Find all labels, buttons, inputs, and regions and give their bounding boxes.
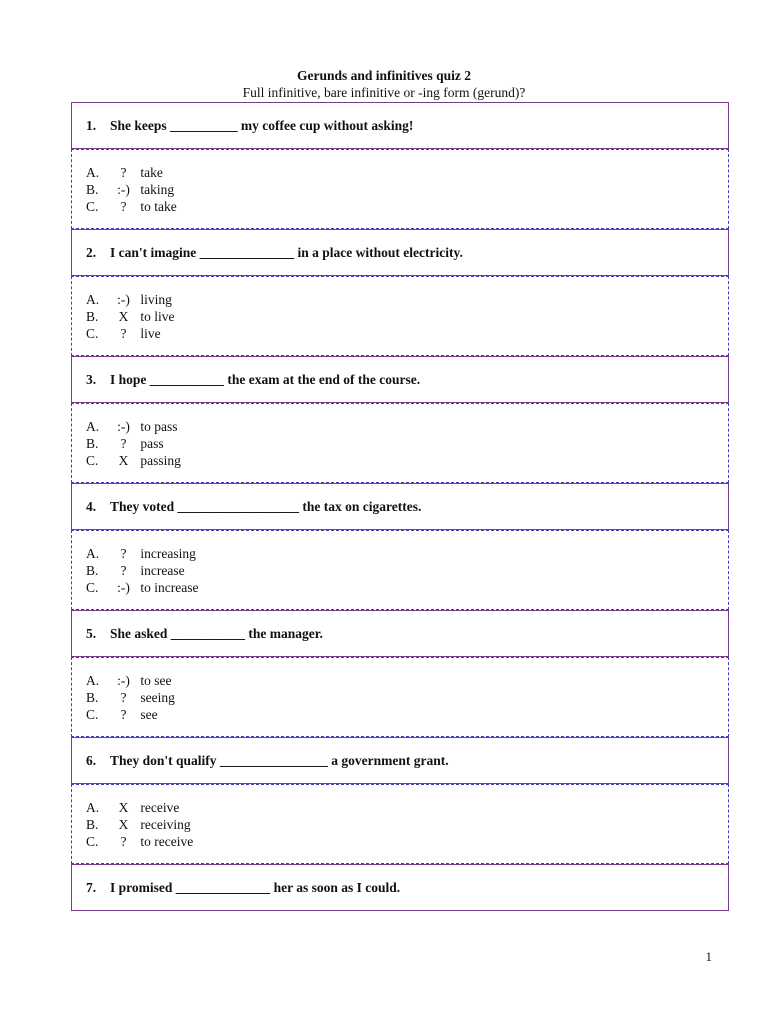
option-letter: B. xyxy=(86,436,99,451)
option-letter: A. xyxy=(86,165,100,180)
question-number: 5. xyxy=(86,625,97,641)
answer-option[interactable] xyxy=(86,198,728,215)
option-text: passing xyxy=(140,453,181,468)
quiz-title: Gerunds and infinitives quiz 2 xyxy=(296,68,472,83)
question-5 xyxy=(71,610,729,657)
option-letter: C. xyxy=(86,453,99,468)
question-text: They voted __________________ the tax on cigarettes. xyxy=(110,498,422,514)
option-letter: B. xyxy=(86,563,99,578)
option-mark: :-) xyxy=(117,580,130,595)
quiz-header xyxy=(0,67,768,101)
option-text: to see xyxy=(140,673,172,688)
option-mark: :-) xyxy=(117,182,130,197)
option-text: seeing xyxy=(140,690,175,705)
option-mark: X xyxy=(118,309,129,324)
question-text: They don't qualify ________________ a government grant. xyxy=(110,752,449,768)
answer-option[interactable] xyxy=(86,545,728,562)
option-letter: C. xyxy=(86,199,99,214)
option-text: pass xyxy=(140,436,164,451)
answer-options-5 xyxy=(71,657,729,737)
option-mark: ? xyxy=(120,690,127,705)
option-text: increase xyxy=(140,563,185,578)
answer-option[interactable] xyxy=(86,672,728,689)
option-mark: ? xyxy=(120,165,127,180)
answer-option[interactable] xyxy=(86,418,728,435)
question-number: 3. xyxy=(86,371,97,387)
option-letter: A. xyxy=(86,673,100,688)
option-mark: :-) xyxy=(117,419,130,434)
option-letter: B. xyxy=(86,690,99,705)
question-3 xyxy=(71,356,729,403)
option-text: see xyxy=(140,707,158,722)
question-number: 6. xyxy=(86,752,97,768)
question-4 xyxy=(71,483,729,530)
answer-option[interactable] xyxy=(86,291,728,308)
option-text: to take xyxy=(140,199,177,214)
option-text: to live xyxy=(140,309,175,324)
quiz-subtitle: Full infinitive, bare infinitive or -ing form (gerund)? xyxy=(242,85,526,100)
option-mark: ? xyxy=(120,707,127,722)
answer-options-4 xyxy=(71,530,729,610)
option-mark: X xyxy=(118,800,129,815)
question-1 xyxy=(71,102,729,149)
option-text: take xyxy=(140,165,163,180)
option-text: increasing xyxy=(140,546,196,561)
question-number: 1. xyxy=(86,117,97,133)
option-mark: X xyxy=(118,453,129,468)
option-text: receive xyxy=(140,800,180,815)
option-mark: ? xyxy=(120,563,127,578)
option-letter: C. xyxy=(86,707,99,722)
option-letter: B. xyxy=(86,817,99,832)
answer-option[interactable] xyxy=(86,325,728,342)
option-mark: ? xyxy=(120,546,127,561)
option-mark: ? xyxy=(120,326,127,341)
option-letter: A. xyxy=(86,546,100,561)
option-text: live xyxy=(140,326,161,341)
answer-option[interactable] xyxy=(86,579,728,596)
question-number: 2. xyxy=(86,244,97,260)
option-letter: C. xyxy=(86,326,99,341)
option-mark: ? xyxy=(120,436,127,451)
answer-option[interactable] xyxy=(86,799,728,816)
answer-option[interactable] xyxy=(86,816,728,833)
question-2 xyxy=(71,229,729,276)
answer-options-3 xyxy=(71,403,729,483)
option-text: receiving xyxy=(140,817,191,832)
question-text: She keeps __________ my coffee cup without asking! xyxy=(110,117,414,133)
answer-option[interactable] xyxy=(86,706,728,723)
option-text: to increase xyxy=(140,580,199,595)
option-letter: C. xyxy=(86,580,99,595)
answer-option[interactable] xyxy=(86,833,728,850)
question-6 xyxy=(71,737,729,784)
answer-option[interactable] xyxy=(86,452,728,469)
question-number: 4. xyxy=(86,498,97,514)
answer-option[interactable] xyxy=(86,308,728,325)
question-text: I can't imagine ______________ in a place without electricity. xyxy=(110,244,463,260)
answer-option[interactable] xyxy=(86,689,728,706)
option-letter: C. xyxy=(86,834,99,849)
option-letter: B. xyxy=(86,182,99,197)
option-letter: B. xyxy=(86,309,99,324)
quiz-list xyxy=(71,102,729,911)
option-text: living xyxy=(140,292,172,307)
question-number: 7. xyxy=(86,879,97,895)
answer-option[interactable] xyxy=(86,164,728,181)
option-letter: A. xyxy=(86,292,100,307)
option-letter: A. xyxy=(86,800,100,815)
answer-option[interactable] xyxy=(86,435,728,452)
option-letter: A. xyxy=(86,419,100,434)
question-text: She asked ___________ the manager. xyxy=(110,625,323,641)
option-mark: :-) xyxy=(117,292,130,307)
option-text: to pass xyxy=(140,419,178,434)
answer-option[interactable] xyxy=(86,181,728,198)
question-7 xyxy=(71,864,729,911)
answer-option[interactable] xyxy=(86,562,728,579)
question-text: I hope ___________ the exam at the end of the course. xyxy=(110,371,421,387)
option-mark: ? xyxy=(120,834,127,849)
option-text: to receive xyxy=(140,834,194,849)
page-number: 1 xyxy=(705,949,712,964)
answer-options-6 xyxy=(71,784,729,864)
option-mark: :-) xyxy=(117,673,130,688)
option-mark: X xyxy=(118,817,129,832)
question-text: I promised ______________ her as soon as I could. xyxy=(110,879,401,895)
answer-options-2 xyxy=(71,276,729,356)
option-text: taking xyxy=(140,182,175,197)
answer-options-1 xyxy=(71,149,729,229)
option-mark: ? xyxy=(120,199,127,214)
